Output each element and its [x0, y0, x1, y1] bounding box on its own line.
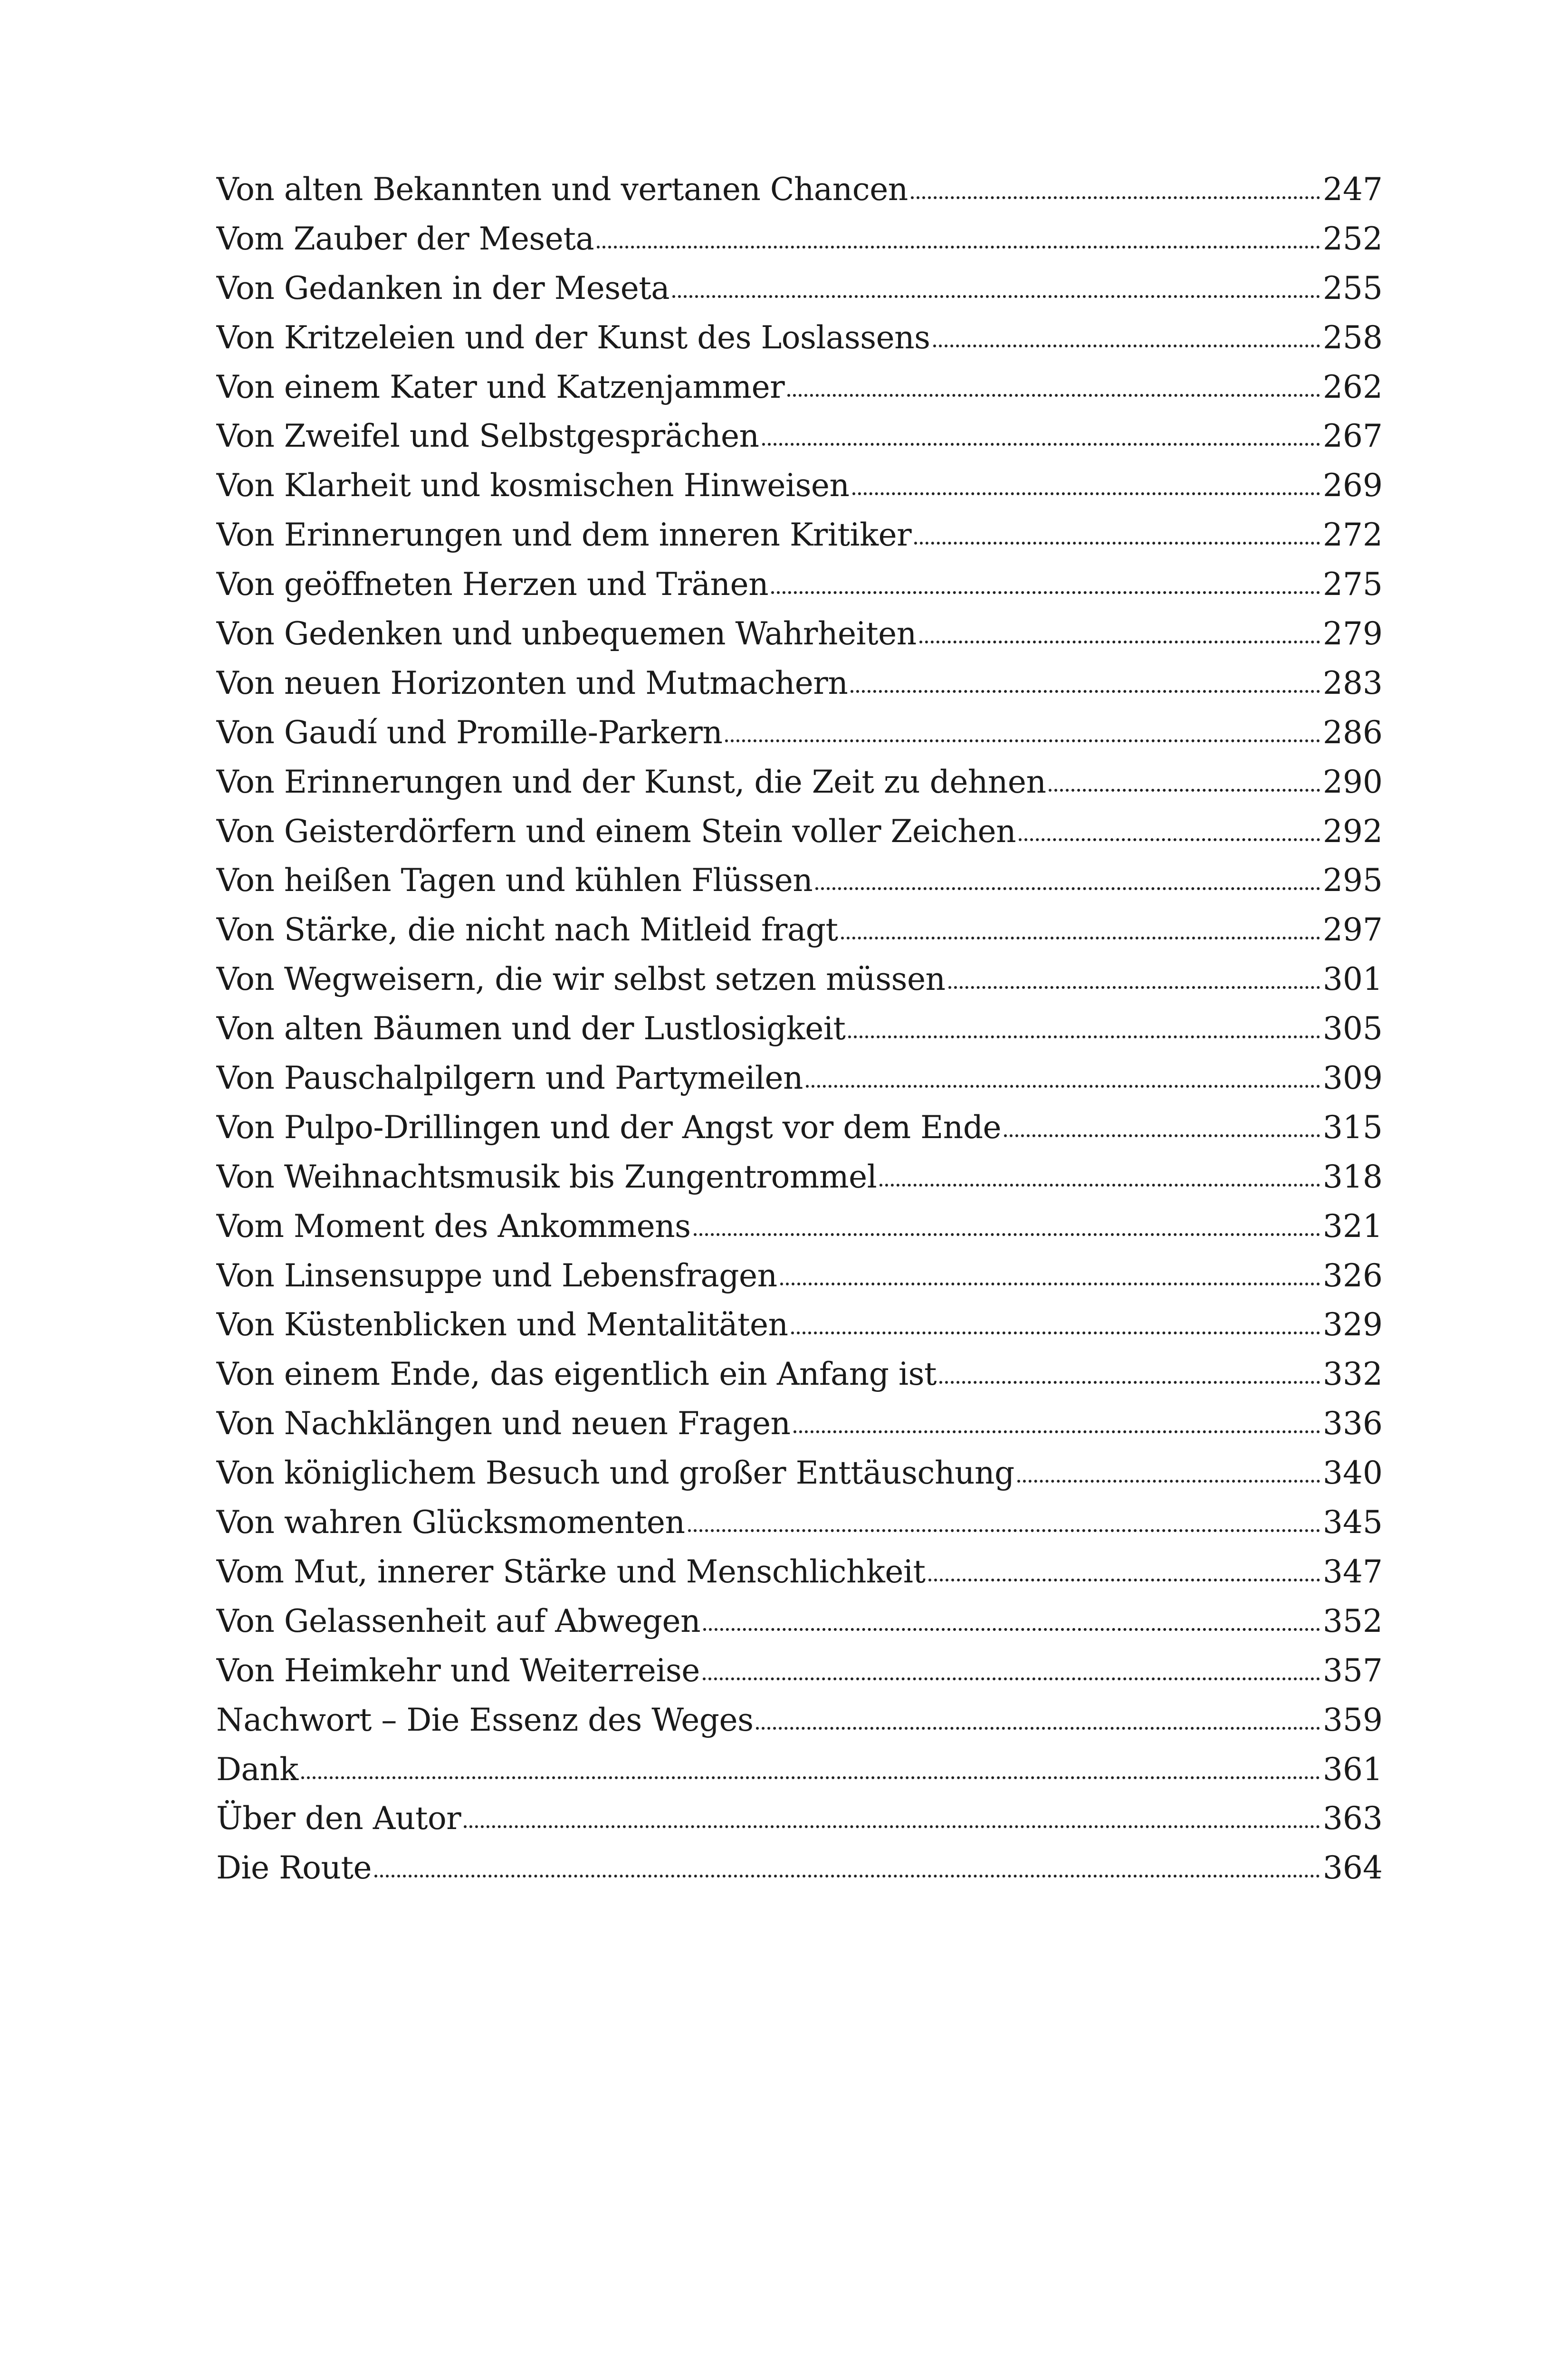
toc-dot-leader: [374, 1875, 1320, 1878]
toc-entry-title: Von Erinnerungen und dem inneren Kritiker: [216, 517, 912, 554]
toc-entry[interactable]: [216, 270, 1383, 319]
toc-entry-page-number: 364: [1323, 1849, 1383, 1887]
toc-entry-title: Von Pauschalpilgern und Partymeilen: [216, 1060, 803, 1097]
toc-entry[interactable]: [216, 1257, 1383, 1307]
toc-entry-title: Vom Moment des Ankommens: [216, 1207, 691, 1245]
toc-entry-title: Vom Mut, innerer Stärke und Menschlichkeit: [216, 1553, 926, 1590]
toc-entry-title: Von Küstenblicken und Mentalitäten: [216, 1306, 788, 1343]
toc-entry-title: Von wahren Glücksmomenten: [216, 1504, 685, 1541]
toc-entry-title: Nachwort – Die Essenz des Weges: [216, 1701, 754, 1738]
toc-dot-leader: [756, 1727, 1320, 1730]
toc-entry-page-number: 345: [1323, 1504, 1383, 1541]
toc-entry-title: Von Heimkehr und Weiterreise: [216, 1652, 700, 1689]
toc-entry-title: Von königlichem Besuch und großer Enttäuschung: [216, 1455, 1014, 1492]
toc-entry-title: Von alten Bekannten und vertanen Chancen: [216, 171, 908, 208]
toc-entry-page-number: 247: [1323, 171, 1383, 208]
toc-entry-title: Von Pulpo-Drillingen und der Angst vor dem Ende: [216, 1109, 1002, 1146]
toc-entry-page-number: 295: [1323, 862, 1383, 899]
toc-entry-page-number: 336: [1323, 1405, 1383, 1442]
toc-entry-title: Von einem Ende, das eigentlich ein Anfang ist: [216, 1356, 937, 1393]
toc-entry[interactable]: [216, 1652, 1383, 1702]
toc-entry-page-number: 326: [1323, 1257, 1383, 1294]
toc-entry-title: Dank: [216, 1751, 298, 1788]
toc-dot-leader: [851, 690, 1320, 693]
toc-entry-title: Von Klarheit und kosmischen Hinweisen: [216, 467, 850, 504]
toc-entry-title: Von Kritzeleien und der Kunst des Loslassens: [216, 319, 930, 356]
toc-entry-page-number: 361: [1323, 1751, 1383, 1788]
toc-entry-page-number: 321: [1323, 1207, 1383, 1245]
toc-dot-leader: [787, 394, 1320, 397]
toc-dot-leader: [597, 246, 1320, 249]
toc-entry[interactable]: [216, 1356, 1383, 1405]
toc-entry-page-number: 255: [1323, 269, 1383, 307]
toc-entry-page-number: 275: [1323, 566, 1383, 603]
toc-entry[interactable]: [216, 319, 1383, 369]
toc-entry[interactable]: [216, 1010, 1383, 1060]
toc-entry[interactable]: [216, 1208, 1383, 1257]
toc-entry-page-number: 363: [1323, 1800, 1383, 1837]
toc-entry-page-number: 301: [1323, 961, 1383, 998]
toc-entry[interactable]: [216, 1504, 1383, 1553]
toc-entry[interactable]: [216, 1800, 1383, 1849]
toc-dot-leader: [703, 1677, 1320, 1680]
toc-dot-leader: [939, 1381, 1320, 1384]
toc-dot-leader: [1019, 838, 1320, 841]
toc-entry[interactable]: [216, 1405, 1383, 1455]
toc-dot-leader: [841, 937, 1320, 939]
toc-entry[interactable]: [216, 813, 1383, 862]
toc-dot-leader: [1049, 789, 1320, 792]
toc-dot-leader: [852, 492, 1320, 495]
toc-entry[interactable]: [216, 665, 1383, 714]
toc-entry-title: Von Gaudí und Promille-Parkern: [216, 714, 723, 751]
toc-entry[interactable]: [216, 1060, 1383, 1109]
toc-entry-title: Von Linsensuppe und Lebensfragen: [216, 1257, 777, 1294]
toc-entry[interactable]: [216, 1306, 1383, 1356]
toc-entry-page-number: 329: [1323, 1306, 1383, 1343]
toc-entry[interactable]: [216, 911, 1383, 961]
toc-entry-title: Von Zweifel und Selbstgesprächen: [216, 418, 759, 455]
toc-entry-title: Von Gedenken und unbequemen Wahrheiten: [216, 615, 917, 652]
toc-entry-title: Von Geisterdörfern und einem Stein voller Zeichen: [216, 813, 1016, 850]
toc-entry-page-number: 279: [1323, 615, 1383, 652]
toc-dot-leader: [914, 542, 1320, 545]
toc-entry[interactable]: [216, 1702, 1383, 1751]
toc-entry-title: Von Stärke, die nicht nach Mitleid fragt: [216, 911, 838, 948]
toc-dot-leader: [806, 1085, 1320, 1088]
toc-dot-leader: [464, 1825, 1320, 1828]
toc-entry-page-number: 292: [1323, 813, 1383, 850]
toc-entry-title: Von Wegweisern, die wir selbst setzen müssen: [216, 961, 946, 998]
table-of-contents: [216, 171, 1383, 1899]
toc-entry[interactable]: [216, 566, 1383, 615]
toc-dot-leader: [694, 1233, 1320, 1236]
toc-entry-page-number: 332: [1323, 1356, 1383, 1393]
toc-entry[interactable]: [216, 171, 1383, 220]
toc-entry-title: Von einem Kater und Katzenjammer: [216, 368, 785, 405]
toc-entry-page-number: 305: [1323, 1010, 1383, 1047]
toc-entry-page-number: 267: [1323, 418, 1383, 455]
toc-dot-leader: [301, 1776, 1320, 1779]
toc-dot-leader: [771, 591, 1320, 594]
toc-entry-page-number: 357: [1323, 1652, 1383, 1689]
toc-entry-page-number: 347: [1323, 1553, 1383, 1590]
toc-entry-page-number: 262: [1323, 368, 1383, 405]
toc-entry-title: Über den Autor: [216, 1800, 461, 1837]
toc-entry-page-number: 290: [1323, 763, 1383, 800]
toc-entry[interactable]: [216, 961, 1383, 1010]
toc-entry-page-number: 297: [1323, 911, 1383, 948]
toc-entry-title: Von neuen Horizonten und Mutmachern: [216, 664, 848, 701]
toc-entry-page-number: 269: [1323, 467, 1383, 504]
toc-dot-leader: [725, 739, 1320, 742]
toc-entry[interactable]: [216, 615, 1383, 665]
toc-entry-page-number: 315: [1323, 1109, 1383, 1146]
toc-entry-title: Die Route: [216, 1849, 372, 1887]
toc-dot-leader: [880, 1184, 1320, 1187]
toc-dot-leader: [848, 1035, 1320, 1038]
toc-entry[interactable]: [216, 517, 1383, 566]
toc-dot-leader: [794, 1430, 1320, 1433]
toc-entry[interactable]: [216, 862, 1383, 911]
toc-entry-page-number: 359: [1323, 1701, 1383, 1738]
toc-entry[interactable]: [216, 467, 1383, 517]
toc-dot-leader: [672, 295, 1320, 298]
toc-entry-title: Von geöffneten Herzen und Tränen: [216, 566, 769, 603]
toc-entry-title: Von alten Bäumen und der Lustlosigkeit: [216, 1010, 846, 1047]
toc-entry-title: Vom Zauber der Meseta: [216, 220, 594, 257]
toc-entry-page-number: 258: [1323, 319, 1383, 356]
toc-entry[interactable]: [216, 220, 1383, 270]
toc-entry-page-number: 318: [1323, 1158, 1383, 1195]
toc-dot-leader: [1017, 1480, 1320, 1483]
toc-entry-page-number: 286: [1323, 714, 1383, 751]
toc-entry[interactable]: [216, 418, 1383, 467]
toc-entry[interactable]: [216, 369, 1383, 418]
toc-dot-leader: [688, 1529, 1320, 1532]
toc-entry-page-number: 309: [1323, 1060, 1383, 1097]
toc-entry-title: Von Weihnachtsmusik bis Zungentrommel: [216, 1158, 877, 1195]
toc-entry-page-number: 283: [1323, 664, 1383, 701]
toc-dot-leader: [928, 1579, 1320, 1581]
toc-dot-leader: [933, 345, 1320, 347]
toc-entry[interactable]: [216, 764, 1383, 813]
toc-entry-title: Von Erinnerungen und der Kunst, die Zeit zu dehnen: [216, 763, 1046, 800]
toc-entry-title: Von heißen Tagen und kühlen Flüssen: [216, 862, 813, 899]
toc-entry-page-number: 352: [1323, 1602, 1383, 1639]
toc-dot-leader: [791, 1332, 1320, 1334]
toc-entry[interactable]: [216, 1159, 1383, 1208]
toc-entry[interactable]: [216, 1553, 1383, 1603]
toc-entry[interactable]: [216, 1455, 1383, 1504]
toc-entry-page-number: 252: [1323, 220, 1383, 257]
toc-entry-page-number: 272: [1323, 517, 1383, 554]
toc-dot-leader: [919, 641, 1320, 643]
toc-entry-title: Von Nachklängen und neuen Fragen: [216, 1405, 791, 1442]
toc-dot-leader: [911, 196, 1320, 199]
toc-dot-leader: [703, 1628, 1320, 1631]
toc-entry-title: Von Gelassenheit auf Abwegen: [216, 1602, 701, 1639]
toc-entry[interactable]: [216, 1849, 1383, 1899]
toc-entry-page-number: 340: [1323, 1455, 1383, 1492]
toc-entry[interactable]: [216, 1109, 1383, 1159]
toc-dot-leader: [762, 443, 1320, 446]
toc-dot-leader: [780, 1283, 1320, 1285]
toc-dot-leader: [1004, 1134, 1320, 1137]
toc-dot-leader: [948, 986, 1320, 989]
toc-entry-title: Von Gedanken in der Meseta: [216, 269, 670, 307]
toc-entry[interactable]: [216, 1751, 1383, 1801]
toc-entry[interactable]: [216, 714, 1383, 764]
toc-dot-leader: [815, 887, 1320, 890]
toc-entry[interactable]: [216, 1603, 1383, 1652]
